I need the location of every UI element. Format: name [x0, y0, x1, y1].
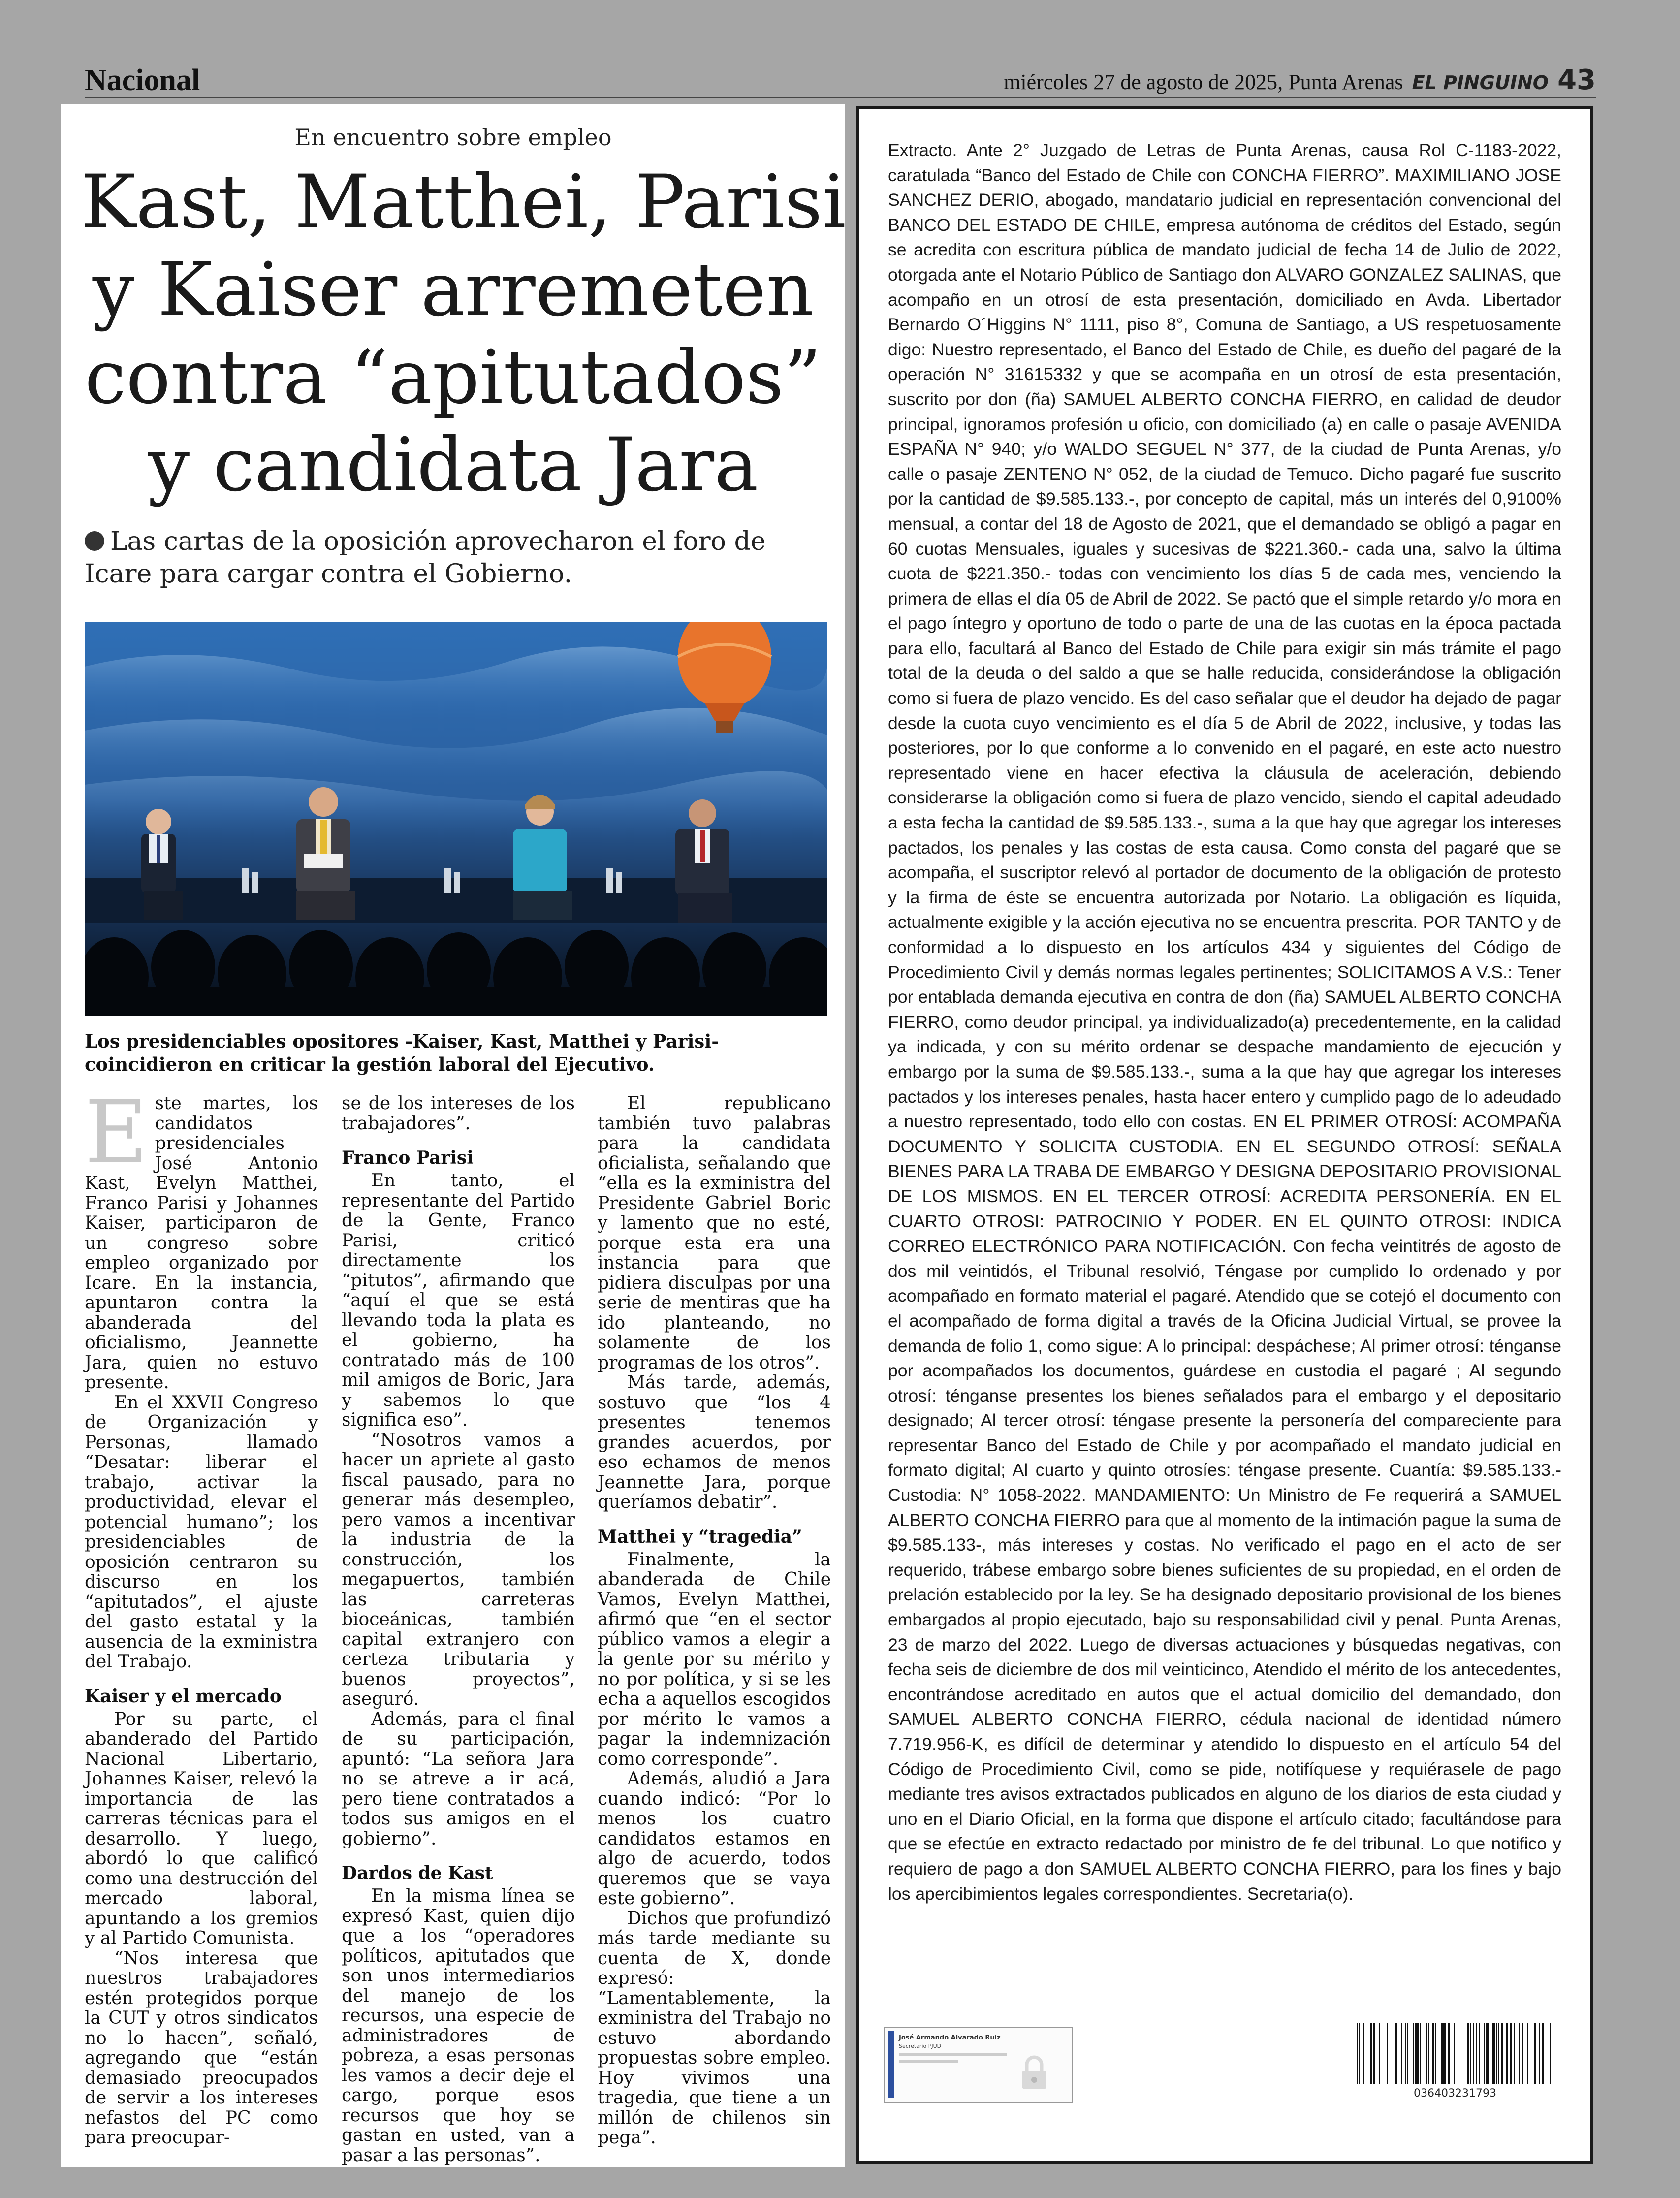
article-kicker: En encuentro sobre empleo [294, 124, 612, 151]
date-place: miércoles 27 de agosto de 2025, Punta Arenas [1004, 70, 1403, 94]
article-column-2 [342, 1094, 575, 2166]
seal-signer-title: Secretario PJUD [899, 2043, 942, 2049]
paragraph: Además, para el final de su participación, apuntó: “La señora Jara no se atreve a ir acá, pero tiene contratados a todos sus amigos en el gobierno”. [342, 1709, 575, 1849]
barcode-icon [1357, 2023, 1553, 2084]
barcode-number: 036403231793 [1414, 2087, 1496, 2100]
section-name: Nacional [85, 64, 200, 97]
article-headline [81, 159, 846, 509]
headline-line-1: Kast, Matthei, Parisi [81, 159, 846, 245]
seal-detail-line [899, 2053, 1007, 2056]
header-dateline [1004, 64, 1596, 96]
article-subhead [85, 525, 823, 590]
paragraph: “Nos interesa que nuestros trabajadores estén protegidos porque la CUT y otros sindicatos no lo hacen”, señaló, agregando que “están demasiado preocupados de servir a los intereses nefastos del PC como para preocupar- [85, 1948, 318, 2148]
newspaper-logo: EL PINGUINO [1412, 72, 1549, 94]
section-subheading: Matthei y “tragedia” [598, 1526, 802, 1547]
paragraph: En la misma línea se expresó Kast, quien dijo que a los “operadores políticos, apitutados que son unos intermediarios del manejo de los recursos, una especie de administradores de pobreza, a esas personas les vamos a decir deje el cargo, porque esos recursos que hoy se gastan en usted, van a pasar a las personas”. [342, 1886, 575, 2166]
lock-icon [1013, 2053, 1055, 2092]
paragraph: Finalmente, la abanderada de Chile Vamos, Evelyn Matthei, afirmó que “en el sector público vamos a elegir a la gente por su mérito y no por política, y si se les echa a aquellos escogidos por mérito le vamos a pagar la indemnización como corresponde”. [598, 1549, 831, 1769]
header-divider [85, 97, 1596, 98]
paragraph: En el XXVII Congreso de Organización y Personas, llamado “Desatar: liberar el trabajo, activar la productividad, elevar el potencial humano”; los presidenciables de oposición centraron su discurso en los “apitutados”, el ajuste del gasto estatal y la ausencia de la exministra del Trabajo. [85, 1392, 318, 1672]
page-number: 43 [1557, 64, 1596, 96]
photo-caption: Los presidenciables opositores -Kaiser, Kast, Matthei y Parisi- coincidieron en criticar la gestión laboral del Ejecutivo. [85, 1030, 719, 1075]
notice-paragraph: Extracto. Ante 2° Juzgado de Letras de Punta Arenas, causa Rol C-1183-2022, caratulada “Banco del Estado de Chile con CONCHA FIERRO”. MAXIMILIANO JOSE SANCHEZ DERIO, abogado, mandatario judicial en representación convencional del BANCO DEL ESTADO DE CHILE, empresa autónoma de créditos del Estado, según se acredita con escritura pública de mandato judicial de fecha 14 de Julio de 2022, otorgada ante el Notario Público de Santiago don ALVARO GONZALEZ SALINAS, que acompaño en un otrosí de esta presentación, domiciliado en Avda. Libertador Bernardo O´Higgins N° 1111, piso 8°, Comuna de Santiago, a US respetuosamente digo: Nuestro representado, el Banco del Estado de Chile, es dueño del pagaré de la operación N° 31615332 y que se acompaña en un otrosí de esta presentación, suscrito por don (ña) SAMUEL ALBERTO CONCHA FIERRO, en calidad de deudor principal, ignoramos profesión u oficio, con domiciliado (a) en calle o pasaje AVENIDA ESPAÑA N° 940; y/o WALDO SEGUEL N° 377, de la ciudad de Punta Arenas, y/o calle o pasaje ZENTENO N° 052, de la ciudad de Temuco. Dicho pagaré fue suscrito por la cantidad de $9.585.133.-, por concepto de capital, más un interés del 0,9100% mensual, a contar del 18 de Agosto de 2021, que el demandado se obligó a pagar en 60 cuotas Mensuales, iguales y sucesivas de $221.360.- cada una, salvo la última cuota de $221.350.- todas con vencimiento los días 5 de cada mes, venciendo la primera de ellas el día 05 de Abril de 2022. Se pactó que el simple retardo y/o mora en el pago íntegro y oportuno de todo o parte de una de las cuotas en la época pactada para ello, facultará al Banco del Estado de Chile para exigir sin más trámite el pago total de la deuda o del saldo a que se halle reducida, considerándose la obligación como si fuera de plazo vencido. Es del caso señalar que el deudor ha dejado de pagar desde la cuota cuyo vencimiento es el día 5 de Abril de 2022, inclusive, y todas las posteriores, por lo que conforme a lo convenido en el pagaré, en este acto nuestro representado viene en hacer efectiva la cláusula de aceleración, debiendo considerarse la obligación como si fuera de plazo vencido, siendo el capital adeudado a esta fecha la cantidad de $9.585.133.-, suma a la que hay que agregar los intereses pactados, los penales y las costas de esta causa. Como consta del pagaré que se acompaña, el suscriptor relevó al portador de documento de la obligación de protesto y la firma de éste se encuentra autorizada por Notario. La obligación es líquida, actualmente exigible y la acción ejecutiva no se encuentra prescrita. POR TANTO y de conformidad a lo dispuesto en los artículos 434 y siguientes del Código de Procedimiento Civil y demás normas legales pertinentes; SOLICITAMOS A V.S.: Tener por entablada demanda ejecutiva en contra de don (ña) SAMUEL ALBERTO CONCHA FIERRO, como deudor principal, ya individualizado(a) precedentemente, en la calidad ya indicada, y con su mérito ordenar se despache mandamiento de ejecución y embargo por la suma de $9.585.133.-, suma a la que hay que agregar los intereses pactados y los intereses penales, hasta hacer entero y cumplido pago de lo adeudado a nuestro representado, todo ello con costas. EN EL PRIMER OTROSÍ: ACOMPAÑA DOCUMENTO Y SOLICITA CUSTODIA. EN EL SEGUNDO OTROSÍ: SEÑALA BIENES PARA LA TRABA DE EMBARGO Y DESIGNA DEPOSITARIO PROVISIONAL DE LOS MISMOS. EN EL TERCER OTROSÍ: ACREDITA PERSONERÍA. EN EL CUARTO OTROSI: PATROCINIO Y PODER. EN EL QUINTO OTROSI: INDICA CORREO ELECTRÓNICO PARA NOTIFICACIÓN. Con fecha veintitrés de agosto de dos mil veintidós, el Tribunal resolvió, Téngase por cumplido lo ordenado y por acompañado en formato material el pagaré. Atendido que se cotejó el documento con el acompañado de forma digital a través de la Oficina Judicial Virtual, se provee la demanda de folio 1, como sigue: A lo principal: despáchese; Al primer otrosí: ténganse por acompañados los documentos, guárdese en custodia el pagaré ; Al segundo otrosí: ténganse presentes los bienes señalados para el embargo y el depositario designado; Al tercer otrosí: téngase presente la personería del compareciente para representar Banco del Estado de Chile y por acompañado el mandato judicial en formato digital; Al cuarto y quinto otrosíes: téngase presente. Cuantía: $9.585.133.- Custodia: N° 1058-2022. MANDAMIENTO: Un Ministro de Fe requerirá a SAMUEL ALBERTO CONCHA FIERRO para que al momento de la intimación pague la suma de $9.585.133-, más intereses y costas. No verificado el pago en el acto de ser requerido, trábese embargo sobre bienes suficientes de su propiedad, en el orden de prelación establecido por la ley. Se ha designado depositario provisional de los bienes embargados al propio ejecutado, bajo su responsabilidad civil y penal. Punta Arenas, 23 de marzo del 2022. Luego de diversas actuaciones y búsquedas negativas, con fecha seis de diciembre de dos mil veinticinco, Atendido el mérito de los antecedentes, encontrándose acreditado en autos que el actual domicilio del demandado, don SAMUEL ALBERTO CONCHA FIERRO, cédula nacional de identidad número 7.719.956-K, es difícil de determinar y atendido lo dispuesto en el artículo 54 del Código de Procedimiento Civil, como se pide, notifíquese y requiérasele de pago mediante tres avisos extractados publicados en alguno de los diarios de esta ciudad y uno en el Diario Oficial, en la forma que dispone el artículo citado; facultándose para que se efectúe en extracto redactado por ministro de fe del tribunal. Lo que notifico y requiero de pago a don SAMUEL ALBERTO CONCHA FIERRO, para los fines y bajo los apercibimientos legales correspondientes. Secretaria(o). [888, 140, 1561, 1904]
paragraph: Por su parte, el abanderado del Partido Nacional Libertario, Johannes Kaiser, relevó la importancia de las carreras técnicas para el desarrollo. Y luego, abordó lo que calificó como una destrucción del mercado laboral, apuntando a los gremios y al Partido Comunista. [85, 1709, 318, 1948]
paragraph: se de los intereses de los trabajadores”. [342, 1093, 575, 1134]
article-photo [85, 622, 827, 1016]
legal-notice [856, 106, 1593, 2164]
electronic-signature-seal [884, 2027, 1073, 2103]
headline-line-4: y candidata Jara [148, 422, 759, 508]
headline-line-3: contra “apitutados” [85, 335, 822, 420]
legal-notice-text [888, 138, 1561, 1906]
section-subheading: Dardos de Kast [342, 1863, 493, 1883]
section-subheading: Kaiser y el mercado [85, 1686, 282, 1707]
page-header [85, 63, 1596, 97]
seal-detail-line [899, 2060, 958, 2063]
headline-line-2: y Kaiser arremeten [92, 247, 814, 333]
paragraph: El republicano también tuvo palabras para la candidata oficialista, señalando que “ella es la exministra del Presidente Gabriel Boric y lamento que no esté, porque esta era una instancia para que pidiera disculpas por una serie de mentiras que ha ido planteando, no solamente de los programas de los otros”. [598, 1093, 831, 1373]
seal-stripe [888, 2031, 894, 2098]
paragraph: Además, aludió a Jara cuando indicó: “Por lo menos los cuatro candidatos estamos en algo de acuerdo, todos queremos que se vaya este gobierno”. [598, 1769, 831, 1909]
bullet-icon [85, 531, 104, 551]
section-subheading: Franco Parisi [342, 1147, 474, 1168]
subhead-text: Las cartas de la oposición aprovecharon el foro de Icare para cargar contra el Gobierno. [85, 527, 766, 589]
paragraph: “Nosotros vamos a hacer un apriete al gasto fiscal pausado, para no generar más desempleo, pero vamos a incentivar la industria de la construcción, los megapuertos, también las carreteras bioceánicas, también capital extranjero con certeza tributaria y buenos proyectos”, aseguró. [342, 1430, 575, 1709]
paragraph: ste martes, los candidatos presidenciales José Antonio Kast, Evelyn Matthei, Franco Parisi y Johannes Kaiser, participaron de un congreso sobre empleo organizado por Icare. En la instancia, apuntaron contra la abanderada del oficialismo, Jeannette Jara, quien no estuvo presente. [85, 1093, 318, 1393]
candidates-on-stage-photo [85, 622, 827, 1016]
paragraph: En tanto, el representante del Partido de la Gente, Franco Parisi, criticó directamente los “pitutos”, afirmando que “aquí el que se está llevando toda la plata es el gobierno, ha contratado más de 100 mil amigos de Boric, Jara y sabemos lo que significa eso”. [342, 1171, 575, 1430]
paragraph: Dichos que profundizó más tarde mediante su cuenta de X, donde expresó: “Lamentablemente, la exministra del Trabajo no estuvo abordando propuestas sobre empleo. Hoy vivimos una tragedia, que tiene a un millón de chilenos sin pega”. [598, 1908, 831, 2148]
news-article [61, 104, 845, 2167]
seal-signer-name: José Armando Alvarado Ruiz [899, 2034, 1001, 2041]
paragraph: Más tarde, además, sostuvo que “los 4 presentes tenemos grandes acuerdos, por eso echamos de menos Jeannette Jara, porque queríamos debatir”. [598, 1372, 831, 1512]
article-column-1 [85, 1082, 318, 2148]
drop-cap: E [85, 1082, 148, 1183]
article-column-3 [598, 1094, 831, 2148]
